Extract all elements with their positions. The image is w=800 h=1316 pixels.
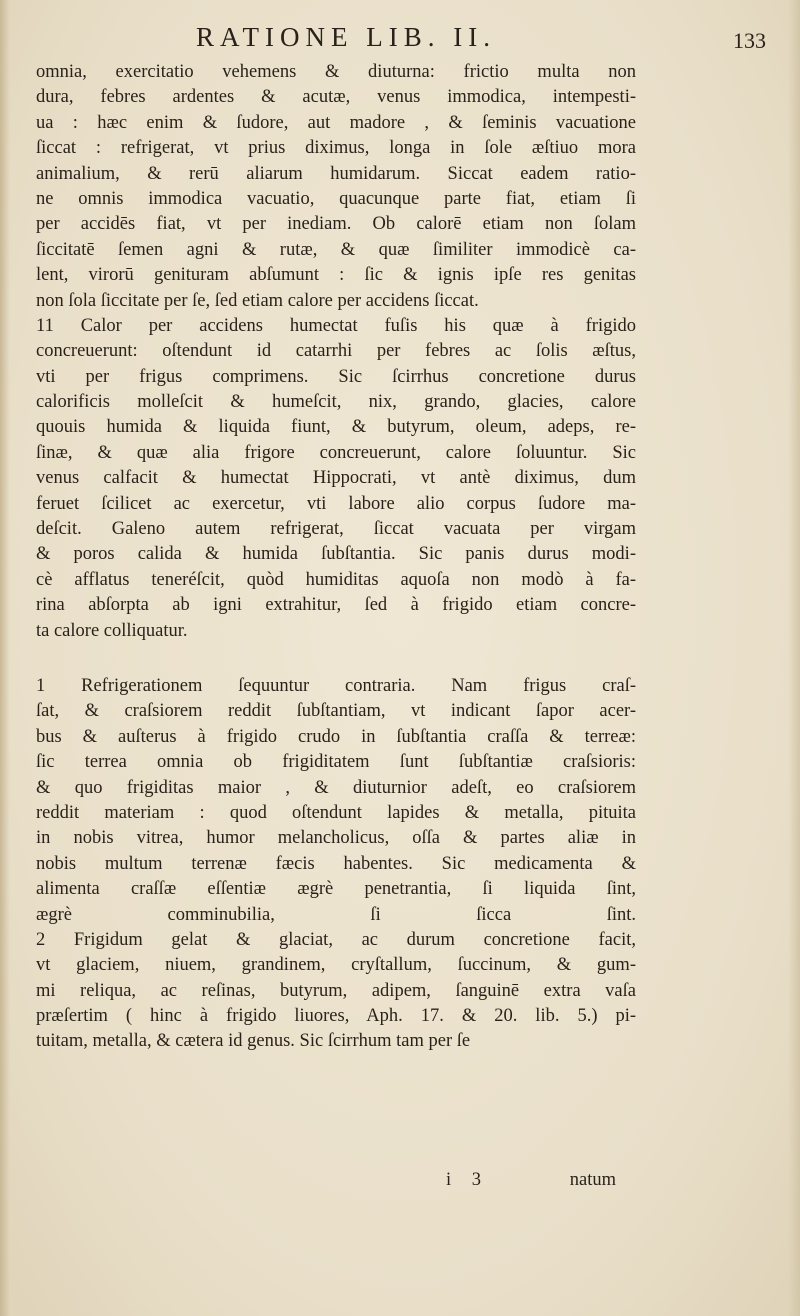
page-edge-shadow-right xyxy=(788,0,800,1316)
text-block xyxy=(36,60,636,1055)
text-line: ſiccat : refrigerat, vt prius diximus, longa in ſole æſtiuo mora xyxy=(36,138,636,159)
text-line: ne omnis immodica vacuatio, quacunque parte fiat, etiam ſi xyxy=(36,188,636,209)
text-line: concreuerunt: oſtendunt id catarrhi per febres ac ſolis æſtus, xyxy=(36,341,636,362)
text-line: ſiccitatē ſemen agni & rutæ, & quæ ſimiliter immodicè ca- xyxy=(36,239,636,260)
signature-mark: i 3 xyxy=(446,1170,490,1190)
text-line: ua : hæc enim & ſudore, aut madore , & ſeminis vacuatione xyxy=(36,112,636,133)
text-line: dura, febres ardentes & acutæ, venus immodica, intempesti- xyxy=(36,87,636,108)
text-line: ta calore colliquatur. xyxy=(36,620,188,641)
text-line: calorificis molleſcit & humeſcit, nix, grando, glacies, calore xyxy=(36,392,636,413)
text-line: venus calfacit & humectat Hippocrati, vt antè diximus, dum xyxy=(36,468,636,489)
text-line: alimenta craſſæ eſſentiæ ægrè penetrantia, ſi liquida ſint, xyxy=(36,879,636,900)
text-line: vt glaciem, niuem, grandinem, cryſtallum, ſuccinum, & gum- xyxy=(36,955,636,976)
text-line: & quo frigiditas maior , & diuturnior adeſt, eo craſsiorem xyxy=(36,777,636,798)
text-line: in nobis vitrea, humor melancholicus, oſſa & partes aliæ in xyxy=(36,828,636,849)
text-line: vti per frigus comprimens. Sic ſcirrhus concretione durus xyxy=(36,366,636,387)
text-line: animalium, & rerū aliarum humidarum. Siccat eadem ratio- xyxy=(36,163,636,184)
text-line: 2 Frigidum gelat & glaciat, ac durum concretione facit, xyxy=(36,929,636,950)
paragraph xyxy=(36,60,636,314)
text-line: tuitam, metalla, & cætera id genus. Sic ſcirrhum tam per ſe xyxy=(36,1031,471,1052)
paragraph xyxy=(36,314,636,644)
text-line: rina abſorpta ab igni extrahitur, ſed à frigido etiam concre- xyxy=(36,595,636,616)
text-line: ægrè comminubilia, ſi ſicca ſint. xyxy=(36,904,636,925)
text-line: præſertim ( hinc à frigido liuores, Aph. 17. & 20. lib. 5.) pi- xyxy=(36,1006,636,1027)
text-line: feruet ſcilicet ac exercetur, vti labore alio corpus ſudore ma- xyxy=(36,493,636,514)
paragraph xyxy=(36,674,636,1055)
page-footer xyxy=(36,1170,616,1196)
text-line: ſat, & craſsiorem reddit ſubſtantiam, vt indicant ſapor acer- xyxy=(36,701,636,722)
section-gap xyxy=(36,644,636,674)
text-line: non ſola ſiccitate per ſe, ſed etiam calore per accidens ſiccat. xyxy=(36,290,479,311)
text-line: bus & auſterus à frigido crudo in ſubſtantia craſſa & terreæ: xyxy=(36,726,636,747)
text-line: cè afflatus teneréſcit, quòd humiditas aquoſa non modò à fa- xyxy=(36,569,636,590)
text-line: ſinæ, & quæ alia frigore concreuerunt, calore ſoluuntur. Sic xyxy=(36,442,636,463)
text-line: per accidēs fiat, vt per inediam. Ob calorē etiam non ſolam xyxy=(36,214,636,235)
text-line: omnia, exercitatio vehemens & diuturna: frictio multa non xyxy=(36,62,636,82)
text-line: 1 Refrigerationem ſequuntur contraria. Nam frigus craſ- xyxy=(36,675,636,696)
page-number: 133 xyxy=(733,28,766,53)
catchword: natum xyxy=(569,1170,616,1190)
page-edge-shadow-left xyxy=(0,0,10,1316)
page-header xyxy=(36,22,776,56)
text-line: quouis humida & liquida fiunt, & butyrum, oleum, adeps, re- xyxy=(36,417,636,438)
text-line: & poros calida & humida ſubſtantia. Sic panis durus modi- xyxy=(36,544,636,565)
text-line: ſic terrea omnia ob frigiditatem ſunt ſubſtantiæ craſsioris: xyxy=(36,752,636,773)
text-line: 11 Calor per accidens humectat fuſis his quæ à frigido xyxy=(36,315,636,336)
running-head: RATIONE LIB. II. xyxy=(196,22,496,52)
text-line: reddit materiam : quod oſtendunt lapides & metalla, pituita xyxy=(36,802,636,823)
text-line: nobis multum terrenæ fæcis habentes. Sic medicamenta & xyxy=(36,853,636,874)
text-line: lent, virorū genituram abſumunt : ſic & ignis ipſe res genitas xyxy=(36,265,636,286)
text-line: mi reliqua, ac reſinas, butyrum, adipem, ſanguinē extra vaſa xyxy=(36,980,636,1001)
text-line: deſcit. Galeno autem refrigerat, ſiccat vacuata per virgam xyxy=(36,519,636,540)
